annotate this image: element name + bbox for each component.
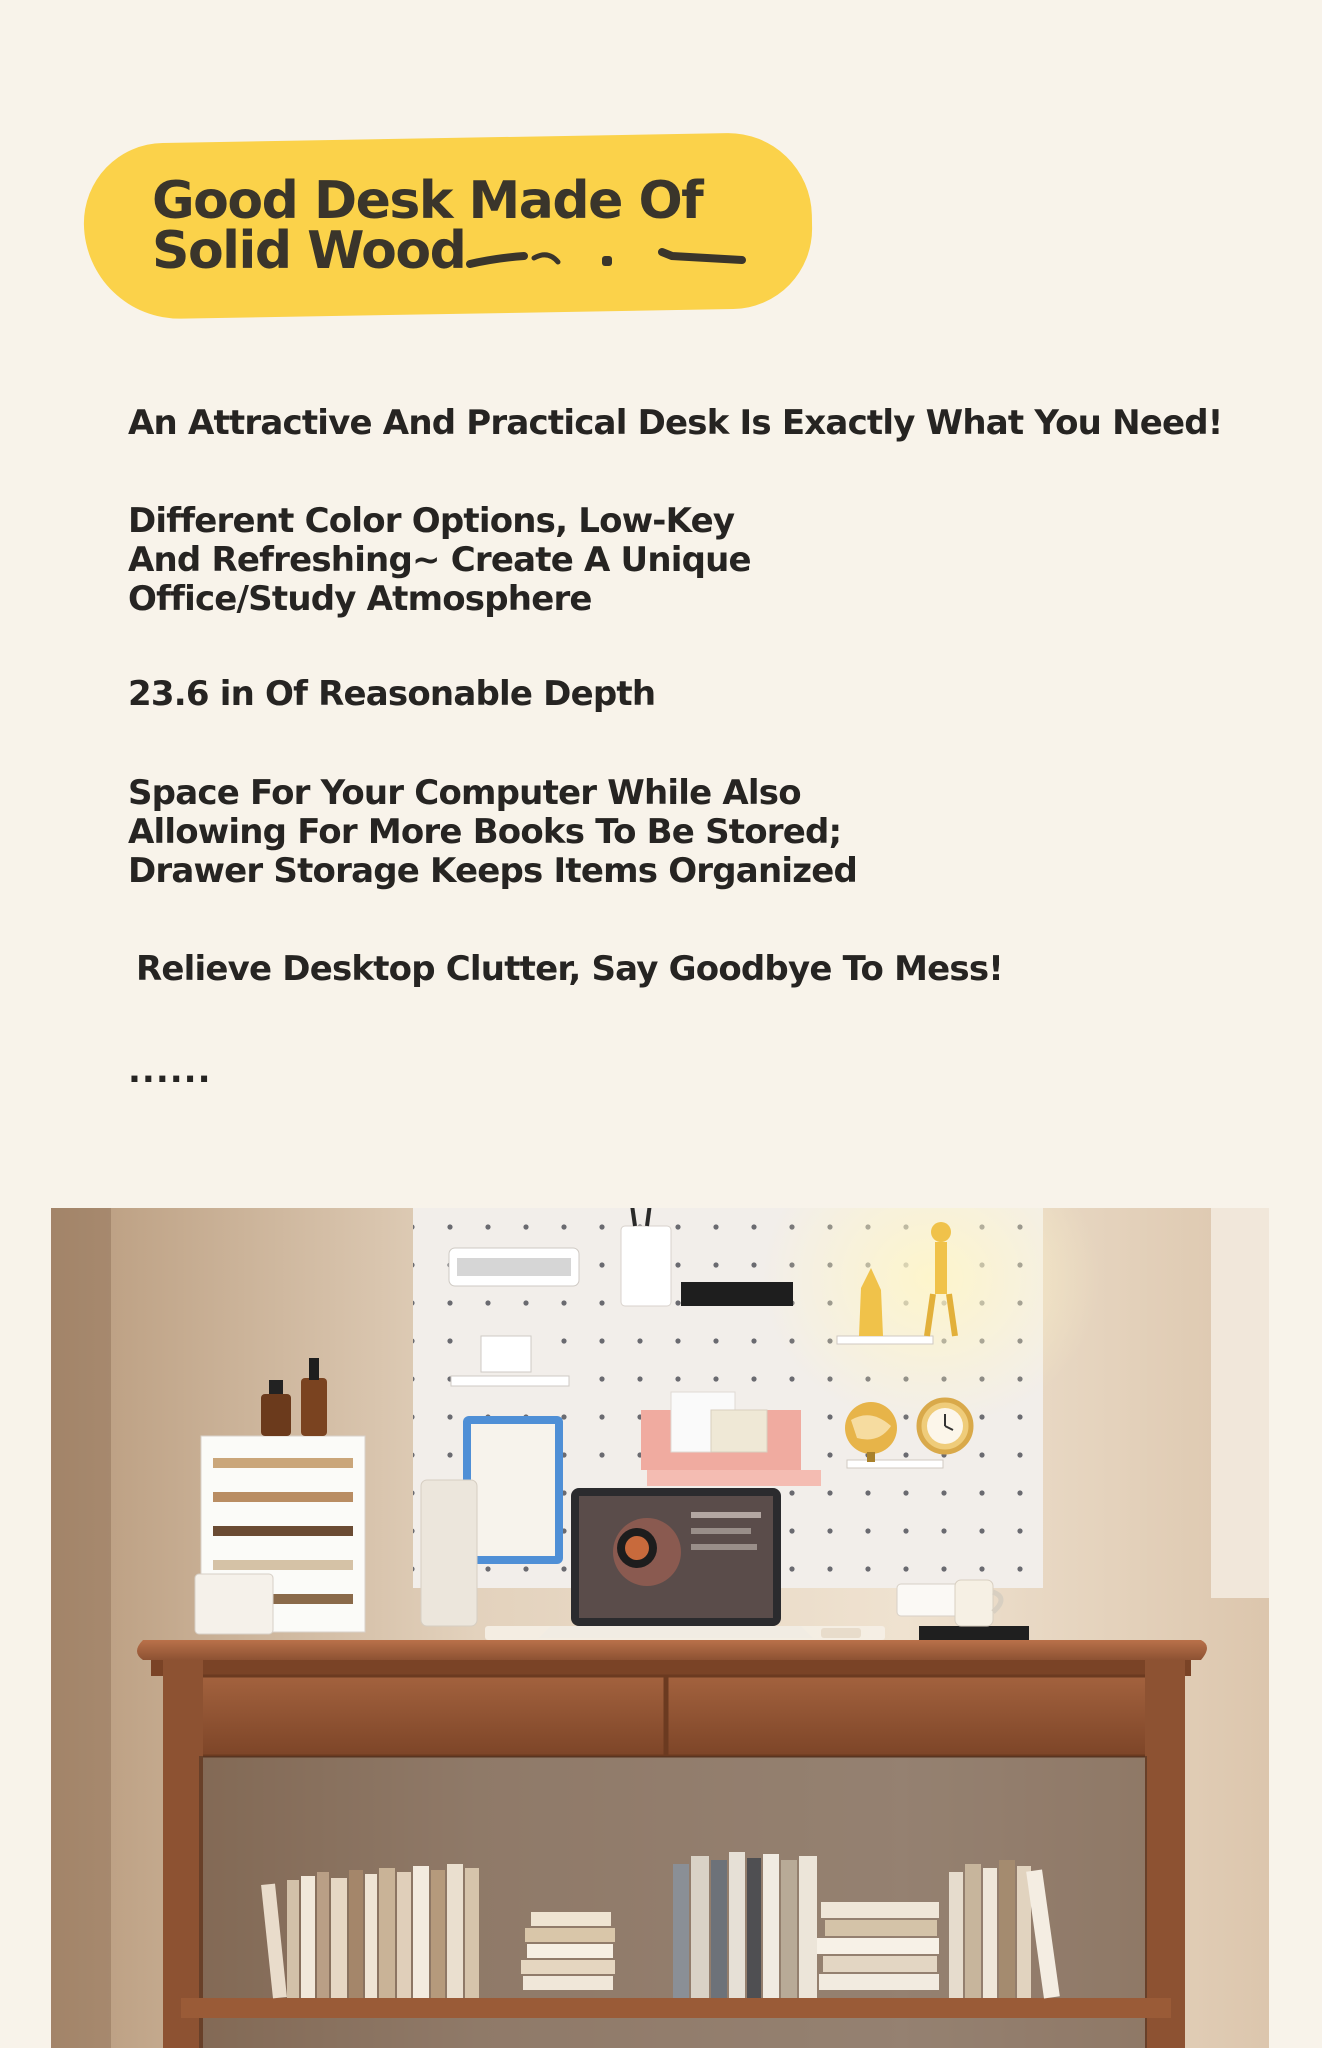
- feature-depth: 23.6 in Of Reasonable Depth: [128, 674, 656, 714]
- color-options-line-1: Different Color Options, Low-Key: [128, 501, 735, 541]
- product-photo: [51, 1208, 1269, 2048]
- scribble-decoration: [466, 244, 748, 274]
- color-options-line-3: Office/Study Atmosphere: [128, 579, 592, 619]
- storage-line-1: Space For Your Computer While Also: [128, 773, 801, 813]
- color-options-line-2: And Refreshing~ Create A Unique: [128, 540, 751, 580]
- desk-scene-illustration: [51, 1208, 1269, 2048]
- feature-storage-space: [128, 774, 857, 891]
- feature-declutter: Relieve Desktop Clutter, Say Goodbye To Mess!: [136, 949, 1003, 989]
- storage-line-3: Drawer Storage Keeps Items Organized: [128, 851, 857, 891]
- title-line-1: Good Desk Made Of: [152, 171, 703, 231]
- title-line-2: Solid Wood: [152, 221, 466, 281]
- ellipsis-text: ......: [128, 1051, 212, 1091]
- feature-intro: An Attractive And Practical Desk Is Exactly What You Need!: [128, 403, 1223, 443]
- desk-top: [137, 1640, 1207, 1660]
- feature-color-options: [128, 502, 751, 619]
- storage-line-2: Allowing For More Books To Be Stored;: [128, 812, 842, 852]
